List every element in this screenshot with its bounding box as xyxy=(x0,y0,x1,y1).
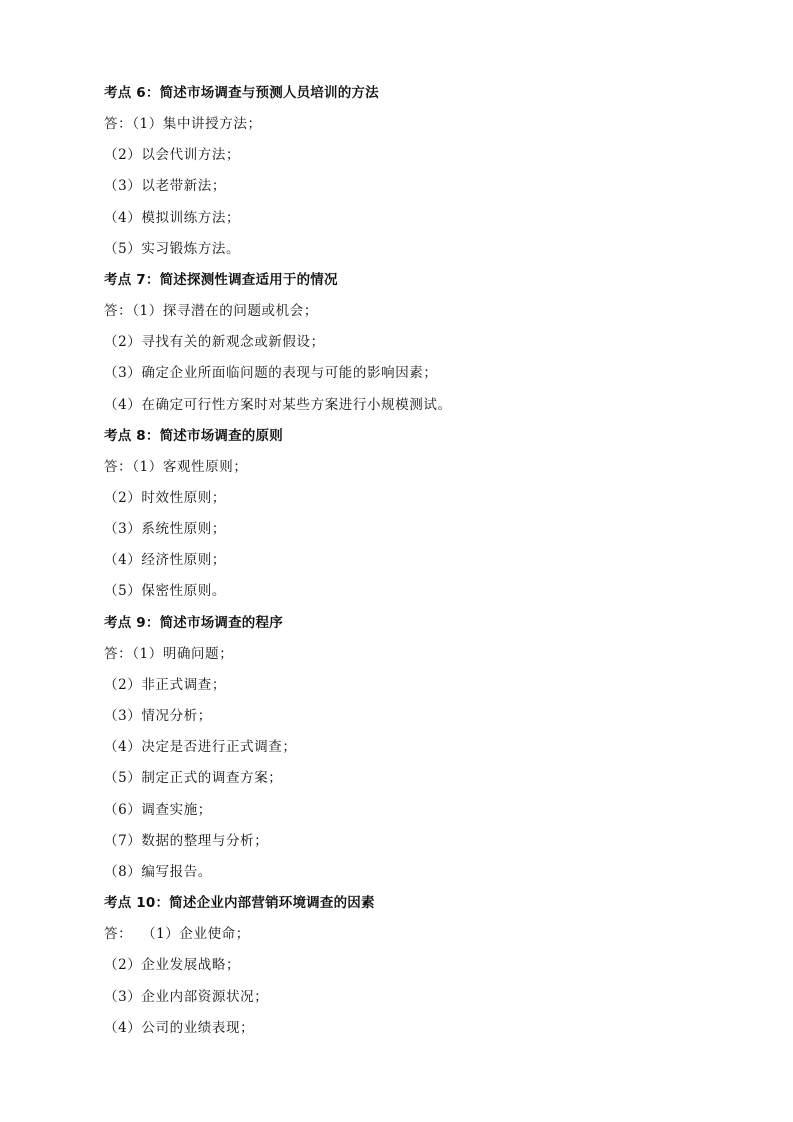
answer-line: （2）以会代训方法； xyxy=(104,147,241,164)
answer-line: （5）制定正式的调查方案； xyxy=(104,770,283,787)
section-heading: 考点 10：简述企业内部营销环境调查的因素 xyxy=(104,895,375,912)
answer-line: （5）实习锻炼方法。 xyxy=(104,240,241,257)
answer-line: （3）企业内部资源状况； xyxy=(104,988,269,1005)
section-kaodian-8 xyxy=(104,421,724,608)
answer-line: 答：（1）客观性原则； xyxy=(104,458,248,475)
section-kaodian-10 xyxy=(104,888,724,1044)
section-kaodian-6 xyxy=(104,78,724,265)
answer-line: 答： （1）企业使命； xyxy=(104,926,250,943)
section-heading: 考点 8：简述市场调查的原则 xyxy=(104,427,283,444)
answer-line: （4）经济性原则； xyxy=(104,552,226,569)
section-kaodian-7 xyxy=(104,265,724,421)
answer-line: （8）编写报告。 xyxy=(104,863,212,880)
section-heading: 考点 6：简述市场调查与预测人员培训的方法 xyxy=(104,85,379,101)
section-heading: 考点 9：简述市场调查的程序 xyxy=(104,614,283,631)
answer-line: 答：（1）探寻潜在的问题或机会； xyxy=(104,302,318,319)
document-page xyxy=(104,78,724,1044)
answer-line: 答：（1）集中讲授方法； xyxy=(104,116,262,132)
answer-line: 答：（1）明确问题； xyxy=(104,645,234,662)
answer-line: （3）以老带新法； xyxy=(104,178,226,195)
answer-line: （4）公司的业绩表现； xyxy=(104,1019,255,1036)
section-heading: 考点 7：简述探测性调查适用于的情况 xyxy=(104,271,338,288)
answer-line: （4）决定是否进行正式调查； xyxy=(104,739,297,756)
answer-line: （4）在确定可行性方案时对某些方案进行小规模测试。 xyxy=(104,396,452,413)
answer-line: （4）模拟训练方法； xyxy=(104,209,241,226)
answer-line: （5）保密性原则。 xyxy=(104,583,226,600)
answer-line: （7）数据的整理与分析； xyxy=(104,832,269,849)
answer-line: （2）寻找有关的新观念或新假设； xyxy=(104,334,325,351)
answer-line: （3）系统性原则； xyxy=(104,521,226,538)
answer-line: （3）情况分析； xyxy=(104,708,212,724)
answer-line: （6）调查实施； xyxy=(104,801,212,818)
answer-line: （2）非正式调查； xyxy=(104,676,226,693)
section-kaodian-9 xyxy=(104,608,724,889)
answer-line: （2）时效性原则； xyxy=(104,489,226,506)
answer-line: （2）企业发展战略； xyxy=(104,957,241,974)
answer-line: （3）确定企业所面临问题的表现与可能的影响因素； xyxy=(104,365,438,382)
